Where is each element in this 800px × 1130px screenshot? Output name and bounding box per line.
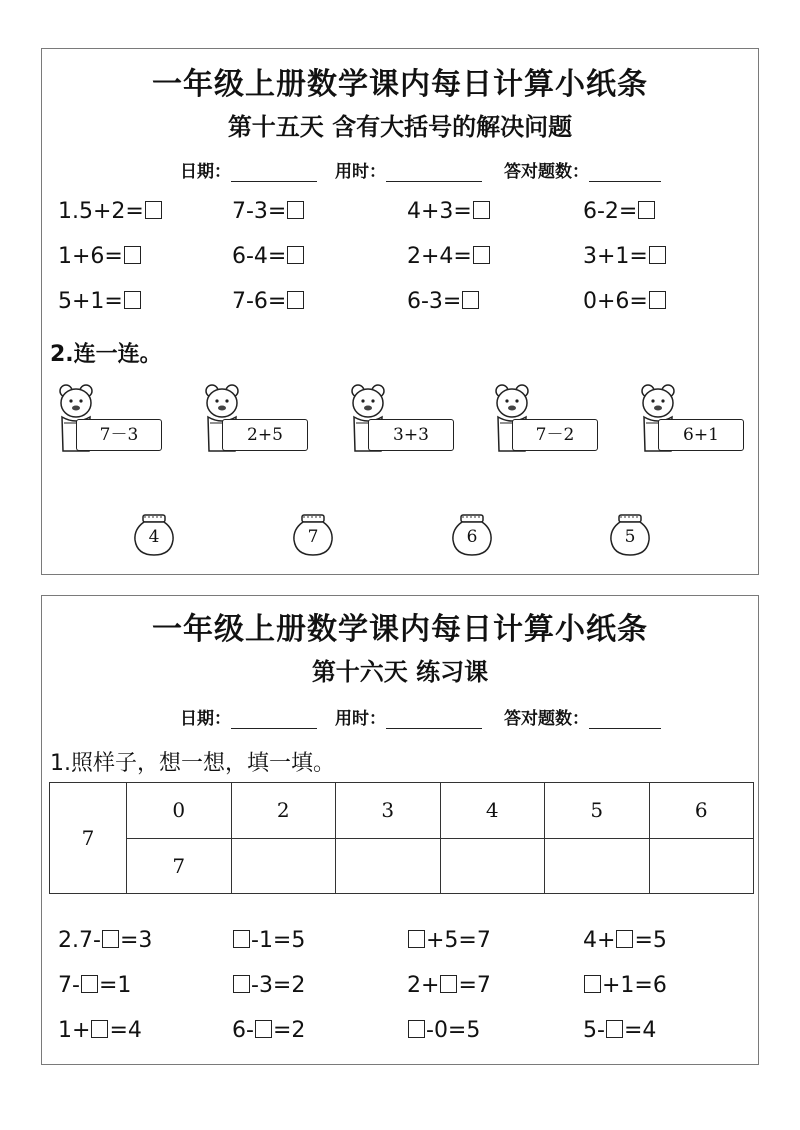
equation: 1.5+2= [58, 199, 163, 224]
jar-4[interactable] [608, 513, 652, 557]
answer-box[interactable] [584, 975, 601, 993]
answer-box[interactable] [649, 291, 666, 309]
sheet-subtitle: 第十五天 含有大括号的解决问题 [227, 113, 573, 141]
q1-row-3 [42, 289, 758, 319]
answer-box[interactable] [606, 1020, 623, 1038]
answer-box[interactable] [145, 201, 162, 219]
time-label: 用时： [335, 162, 386, 182]
answer-box[interactable] [440, 975, 457, 993]
jar-1[interactable] [132, 513, 176, 557]
expression-box: 7－3 [76, 419, 162, 451]
equation: 6-2= [583, 199, 656, 224]
bear-card-1[interactable] [56, 381, 166, 453]
jar-3[interactable] [450, 513, 494, 557]
expression-box: 7－2 [512, 419, 598, 451]
jar-number: 6 [466, 527, 478, 547]
table-top-cell: 3 [336, 783, 441, 839]
equation: 1+ =4 [58, 1018, 142, 1043]
date-field [180, 157, 317, 182]
time-blank[interactable] [386, 163, 482, 182]
sheet-title: 一年级上册数学课内每日计算小纸条 [152, 612, 648, 647]
answer-box[interactable] [124, 246, 141, 264]
worksheet-day-16 [41, 595, 759, 1065]
bear-card-5[interactable] [638, 381, 748, 453]
time-field [335, 704, 482, 729]
table-top-cell: 4 [440, 783, 545, 839]
equation: 2.7- =3 [58, 928, 153, 953]
answer-box[interactable] [255, 1020, 272, 1038]
equation: 5+1= [58, 289, 142, 314]
equation: -0=5 [407, 1018, 480, 1043]
jar-2[interactable] [291, 513, 335, 557]
equation: 6- =2 [232, 1018, 306, 1043]
q2-row-3 [42, 1018, 758, 1048]
answer-box[interactable] [81, 975, 98, 993]
answer-box[interactable] [91, 1020, 108, 1038]
answer-box[interactable] [408, 930, 425, 948]
equation: -3=2 [232, 973, 305, 998]
table-answer-cell[interactable] [336, 838, 441, 894]
equation: 6-3= [407, 289, 480, 314]
equation: 7-3= [232, 199, 305, 224]
equation: 7- =1 [58, 973, 132, 998]
time-blank[interactable] [386, 710, 482, 729]
table-answer-cell[interactable] [231, 838, 336, 894]
equation: 4+3= [407, 199, 491, 224]
table-top-cell: 6 [649, 783, 754, 839]
section-2-heading: 2.连一连。 [50, 342, 162, 367]
correct-count-label: 答对题数： [504, 709, 589, 729]
table-bottom-cell: 7 [127, 838, 232, 894]
answer-box[interactable] [287, 246, 304, 264]
correct-count-field [504, 704, 661, 729]
section-1-heading: 1.照样子，想一想，填一填。 [50, 751, 335, 776]
sheet-title: 一年级上册数学课内每日计算小纸条 [152, 67, 648, 102]
correct-count-blank[interactable] [589, 710, 661, 729]
answer-box[interactable] [124, 291, 141, 309]
answer-box[interactable] [408, 1020, 425, 1038]
answer-box[interactable] [616, 930, 633, 948]
answer-box[interactable] [287, 201, 304, 219]
answer-box[interactable] [287, 291, 304, 309]
date-label: 日期： [180, 162, 231, 182]
table-top-cell: 0 [127, 783, 232, 839]
equation: +1=6 [583, 973, 667, 998]
equation: +5=7 [407, 928, 491, 953]
q2-row-2 [42, 973, 758, 1003]
answer-box[interactable] [473, 201, 490, 219]
expression-box: 3+3 [368, 419, 454, 451]
equation: 5- =4 [583, 1018, 657, 1043]
answer-box[interactable] [473, 246, 490, 264]
expression-box: 6+1 [658, 419, 744, 451]
equation: 7-6= [232, 289, 305, 314]
equation: 3+1= [583, 244, 667, 269]
fill-in-table [49, 782, 754, 894]
date-blank[interactable] [231, 163, 317, 182]
answer-box[interactable] [233, 975, 250, 993]
equation: 0+6= [583, 289, 667, 314]
jar-number: 7 [307, 527, 319, 547]
equation: 1+6= [58, 244, 142, 269]
equation: 2+4= [407, 244, 491, 269]
date-label: 日期： [180, 709, 231, 729]
worksheet-day-15 [41, 48, 759, 575]
table-answer-cell[interactable] [545, 838, 650, 894]
answer-box[interactable] [102, 930, 119, 948]
time-label: 用时： [335, 709, 386, 729]
answer-box[interactable] [638, 201, 655, 219]
q1-row-1 [42, 199, 758, 229]
date-field [180, 704, 317, 729]
equation: 6-4= [232, 244, 305, 269]
equation: -1=5 [232, 928, 305, 953]
table-left-value: 7 [50, 783, 127, 894]
answer-box[interactable] [233, 930, 250, 948]
answer-box[interactable] [462, 291, 479, 309]
date-blank[interactable] [231, 710, 317, 729]
equation: 4+ =5 [583, 928, 667, 953]
correct-count-blank[interactable] [589, 163, 661, 182]
expression-box: 2+5 [222, 419, 308, 451]
correct-count-label: 答对题数： [504, 162, 589, 182]
bear-card-2[interactable] [202, 381, 312, 453]
jar-number: 5 [624, 527, 636, 547]
answer-box[interactable] [649, 246, 666, 264]
table-top-cell: 5 [545, 783, 650, 839]
bear-card-3[interactable] [348, 381, 458, 453]
time-field [335, 157, 482, 182]
sheet-subtitle: 第十六天 练习课 [311, 658, 489, 686]
table-top-cell: 2 [231, 783, 336, 839]
q2-row-1 [42, 928, 758, 958]
equation: 2+ =7 [407, 973, 491, 998]
table-answer-cell[interactable] [440, 838, 545, 894]
table-answer-cell[interactable] [649, 838, 754, 894]
q1-row-2 [42, 244, 758, 274]
bear-card-4[interactable] [492, 381, 602, 453]
correct-count-field [504, 157, 661, 182]
jar-number: 4 [148, 527, 160, 547]
